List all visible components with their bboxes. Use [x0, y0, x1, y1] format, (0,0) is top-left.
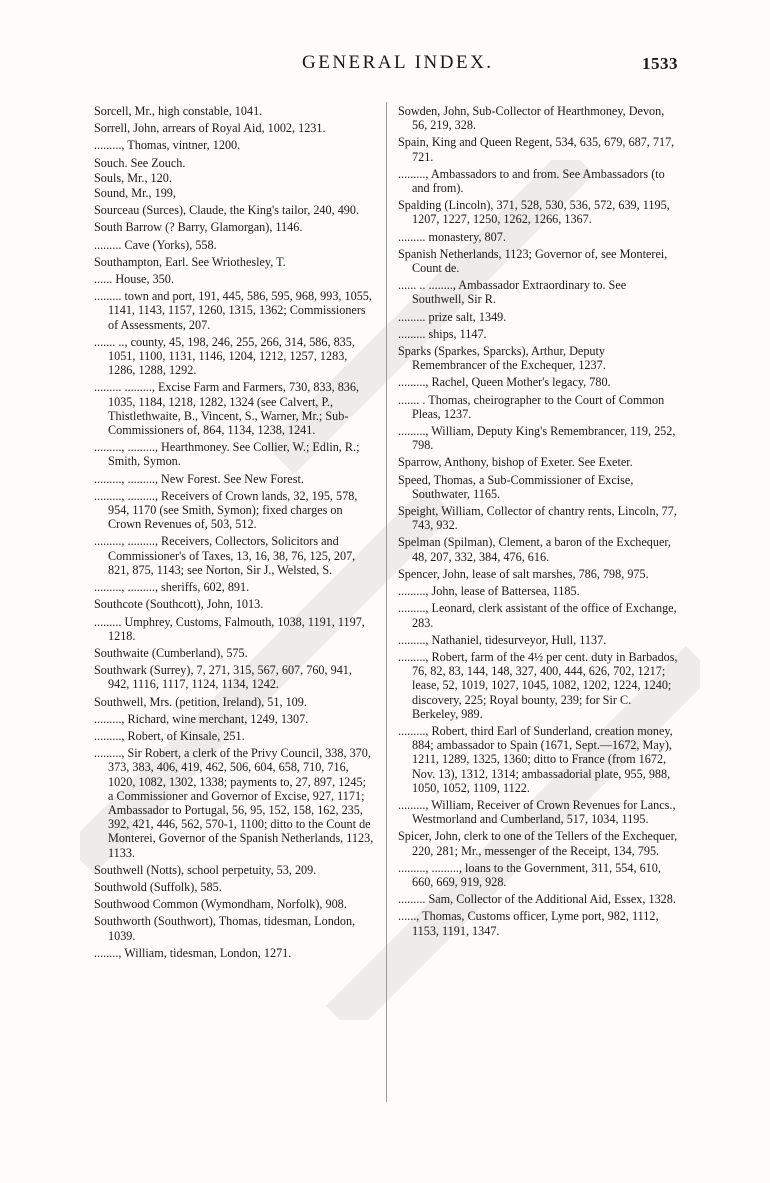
index-entry: ......, Thomas, Customs officer, Lyme port, 982, 1112, 1153, 1191, 1347.: [398, 909, 659, 938]
index-entry: ....... . Thomas, cheirographer to the Court of Common Pleas, 1237.: [398, 392, 665, 421]
index-entry: Sourceau (Surces), Claude, the King's tailor, 240, 490.: [94, 203, 360, 218]
index-entry: Southcote (Southcott), John, 1013.: [94, 597, 264, 612]
index-entry: Sound, Mr., 199,: [94, 186, 176, 201]
index-entry: ........., ........., Hearthmoney. See Collier, W.; Edlin, R.; Smith, Symon.: [94, 440, 360, 469]
index-entry: ......... prize salt, 1349.: [398, 309, 507, 324]
index-entry: ........., ........., New Forest. See New Forest.: [94, 471, 304, 486]
index-entry: ........., Nathaniel, tidesurveyor, Hull, 1137.: [398, 632, 607, 647]
index-entry: Souch. See Zouch.: [94, 155, 186, 170]
page-title: GENERAL INDEX.: [302, 52, 494, 73]
index-entry: ........., Robert, farm of the 4½ per cent. duty in Barbados, 76, 82, 83, 144, 148, 327, 400, 444, 626, 702, 1217; lease, 52, 1019, 1027, 1045, 1082, 1202, 1224, 1240; discovery, 225; Royal bounty, 239; for Sir C. Berkeley, 989.: [398, 649, 678, 721]
index-entry: ........., ........., sheriffs, 602, 891.: [94, 580, 250, 595]
index-entry: ........., William, Receiver of Crown Revenues for Lancs., Westmorland and Cumberland, 517, 1034, 1195.: [398, 797, 676, 827]
index-entry: Spencer, John, lease of salt marshes, 786, 798, 975.: [398, 566, 649, 581]
right-column: [398, 104, 680, 941]
index-entry: ...... House, 350.: [94, 272, 174, 287]
index-entry: ......... monastery, 807.: [398, 229, 506, 244]
index-entry: ........., ........., Receivers, Collectors, Solicitors and Commissioner's of Taxes, 13, 16, 38, 76, 125, 207, 821, 875, 1143; see Norton, Sir J., Welsted, S.: [94, 534, 356, 577]
index-entry: Sparks (Sparkes, Sparcks), Arthur, Deputy Remembrancer of the Exchequer, 1237.: [398, 344, 606, 373]
index-entry: Southwood Common (Wymondham, Norfolk), 908.: [94, 897, 347, 912]
index-entry: Southworth (Southwort), Thomas, tidesman, London, 1039.: [94, 914, 356, 943]
index-entry: ........., John, lease of Battersea, 1185.: [398, 584, 580, 599]
index-entry: Southwell (Notts), school perpetuity, 53, 209.: [94, 862, 317, 877]
page-number: 1533: [642, 54, 678, 73]
index-entry: ......... ........., Excise Farm and Farmers, 730, 833, 836, 1035, 1184, 1218, 1282, 1324 (see Calvert, P., Thistlethwaite, B., Vincent, S., Warner, Mr.; Sub-Commissioners of, 864, 1134, 1238, 1241.: [94, 380, 360, 438]
index-entry: ...... .. ........, Ambassador Extraordinary to. See Southwell, Sir R.: [398, 278, 627, 307]
index-entry: Spain, King and Queen Regent, 534, 635, 679, 687, 717, 721.: [398, 135, 675, 164]
index-entry: Spanish Netherlands, 1123; Governor of, see Monterei, Count de.: [398, 246, 668, 276]
index-entry: Souls, Mr., 120.: [94, 170, 172, 185]
index-entry: Southampton, Earl. See Wriothesley, T.: [94, 254, 286, 269]
index-entry: ........., William, Deputy King's Remembrancer, 119, 252, 798.: [398, 424, 676, 453]
index-entry: Sowden, John, Sub-Collector of Hearthmoney, Devon, 56, 219, 328.: [398, 104, 665, 133]
index-entry: Southwark (Surrey), 7, 271, 315, 567, 607, 760, 941, 942, 1116, 1117, 1124, 1134, 1242.: [94, 663, 352, 692]
index-entry: ....... .., county, 45, 198, 246, 255, 266, 314, 586, 835, 1051, 1100, 1131, 1146, 1204, 1212, 1257, 1283, 1286, 1288, 1292.: [94, 334, 355, 378]
index-entry: Speed, Thomas, a Sub-Commissioner of Excise, Southwater, 1165.: [398, 472, 634, 501]
index-entry: ........., Ambassadors to and from. See Ambassadors (to and from).: [398, 166, 665, 196]
index-entry: Sorcell, Mr., high constable, 1041.: [94, 104, 263, 118]
index-entry: ........., Robert, of Kinsale, 251.: [94, 728, 245, 743]
index-entry: Speight, William, Collector of chantry rents, Lincoln, 77, 743, 932.: [398, 504, 677, 533]
index-entry: ........., Sir Robert, a clerk of the Privy Council, 338, 370, 373, 383, 406, 419, 462, 506, 604, 658, 710, 716, 1020, 1082, 1302, 1338; payments to, 27, 897, 1245; a Commissioner and Governor of Excise, 927, 1171; Ambassador to Portugal, 56, 95, 152, 158, 162, 235, 392, 421, 446, 562, 570-1, 1100; ditto to the Count de Monterei, Governor of the Spanish Netherlands, 1123, 1133.: [94, 746, 374, 860]
index-entry: South Barrow (? Barry, Glamorgan), 1146.: [94, 220, 303, 235]
index-entry: ........., ........., loans to the Government, 311, 554, 610, 660, 669, 919, 928.: [398, 860, 661, 889]
index-entry: ........., ........., Receivers of Crown lands, 32, 195, 578, 954, 1170 (see Smith, Symon); fixed charges on Crown Revenues of, 503, 512.: [94, 488, 358, 532]
page-header: [0, 52, 770, 76]
index-entry: ......... town and port, 191, 445, 586, 595, 968, 993, 1055, 1141, 1143, 1157, 1260, 1315, 1362; Commissioners of Assessments, 207.: [94, 289, 372, 332]
index-entry: Spelman (Spilman), Clement, a baron of the Exchequer, 48, 207, 332, 384, 476, 616.: [398, 535, 671, 564]
index-entry: ......... ships, 1147.: [398, 326, 487, 341]
index-entry: Spicer, John, clerk to one of the Tellers of the Exchequer, 220, 281; Mr., messenger of the Receipt, 134, 795.: [398, 829, 678, 858]
index-entry: ......... Sam, Collector of the Additional Aid, Essex, 1328.: [398, 892, 676, 907]
index-entry: Southwaite (Cumberland), 575.: [94, 645, 248, 660]
index-entry: ......... Umphrey, Customs, Falmouth, 1038, 1191, 1197, 1218.: [94, 614, 365, 643]
index-entry: Sorrell, John, arrears of Royal Aid, 1002, 1231.: [94, 121, 326, 136]
column-divider: [386, 102, 387, 1102]
index-entry: Southwell, Mrs. (petition, Ireland), 51, 109.: [94, 694, 307, 709]
index-entry: ........., Robert, third Earl of Sunderland, creation money, 884; ambassador to Spain (1671, Sept.—1672, May), 1211, 1289, 1325, 1360; ditto to France (from 1672, Nov. 13), 1312, 1314; ambassadorial plate, 955, 988, 1050, 1052, 1109, 1122.: [398, 723, 673, 795]
index-entry: Sparrow, Anthony, bishop of Exeter. See Exeter.: [398, 455, 633, 470]
index-entry: ......... Cave (Yorks), 558.: [94, 237, 217, 252]
index-entry: ........., Thomas, vintner, 1200.: [94, 138, 241, 153]
index-entry: ........, William, tidesman, London, 1271.: [94, 945, 292, 960]
index-entry: ........., Richard, wine merchant, 1249, 1307.: [94, 711, 309, 726]
index-entry: Spalding (Lincoln), 371, 528, 530, 536, 572, 639, 1195, 1207, 1227, 1250, 1262, 1266, 1367.: [398, 198, 670, 227]
index-entry: ........., Rachel, Queen Mother's legacy, 780.: [398, 375, 611, 390]
index-entry: ........., Leonard, clerk assistant of the office of Exchange, 283.: [398, 601, 677, 630]
index-entry: Southwold (Suffolk), 585.: [94, 879, 222, 894]
left-column: [94, 104, 374, 963]
